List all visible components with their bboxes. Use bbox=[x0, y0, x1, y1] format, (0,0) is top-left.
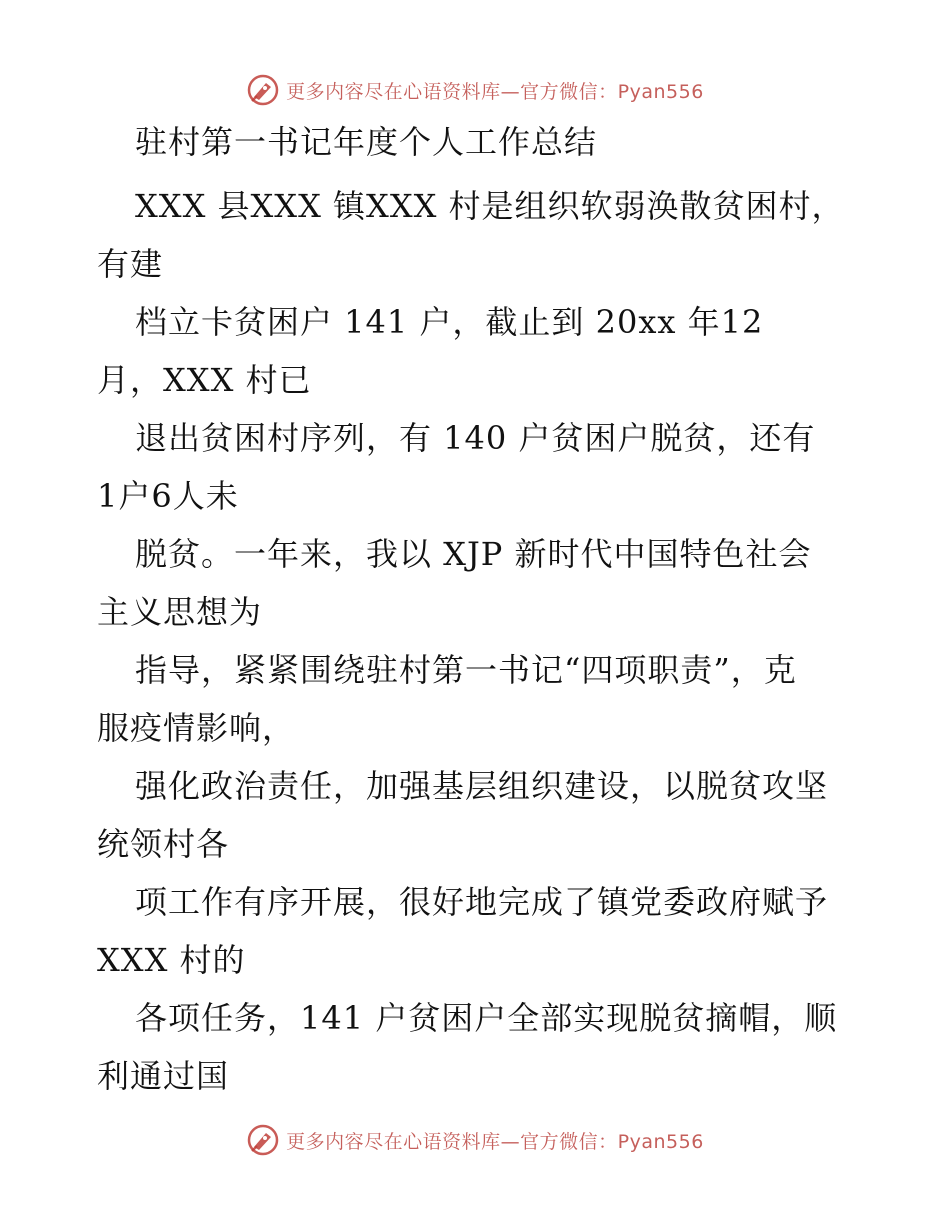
document-title: 驻村第一书记年度个人工作总结 bbox=[135, 123, 598, 161]
text-line: 利通过国 bbox=[97, 1057, 230, 1095]
text-line: 退出贫困村序列，有 140 户贫困户脱贫，还有 bbox=[135, 419, 816, 457]
text-line: 有建 bbox=[97, 245, 164, 283]
text-line: 统领村各 bbox=[97, 825, 230, 863]
text-line: 指导，紧紧围绕驻村第一书记“四项职责”，克 bbox=[135, 651, 797, 689]
text-line: 1户6人未 bbox=[97, 477, 239, 515]
text-line: XXX 村的 bbox=[97, 941, 246, 979]
text-line: XXX 县XXX 镇XXX 村是组织软弱涣散贫困村， bbox=[135, 187, 845, 225]
watermark-text: 更多内容尽在心语资料库—官方微信：Pyan556 bbox=[286, 80, 704, 103]
footer-watermark bbox=[0, 1120, 950, 1160]
header-watermark bbox=[0, 70, 950, 110]
text-line: 月，XXX 村已 bbox=[97, 361, 312, 399]
text-line: 脱贫。一年来，我以 XJP 新时代中国特色社会 bbox=[135, 535, 812, 573]
text-line: 各项任务，141 户贫困户全部实现脱贫摘帽，顺 bbox=[135, 999, 838, 1037]
text-line: 主义思想为 bbox=[97, 593, 263, 631]
text-line: 项工作有序开展，很好地完成了镇党委政府赋予 bbox=[135, 883, 829, 921]
pen-nib-logo-icon bbox=[246, 1123, 280, 1157]
text-line: 档立卡贫困户 141 户，截止到 20xx 年12 bbox=[135, 303, 764, 341]
text-line: 强化政治责任，加强基层组织建设，以脱贫攻坚 bbox=[135, 767, 829, 805]
pen-nib-logo-icon bbox=[246, 73, 280, 107]
watermark-text: 更多内容尽在心语资料库—官方微信：Pyan556 bbox=[286, 1130, 704, 1153]
text-line: 服疫情影响， bbox=[97, 709, 296, 747]
